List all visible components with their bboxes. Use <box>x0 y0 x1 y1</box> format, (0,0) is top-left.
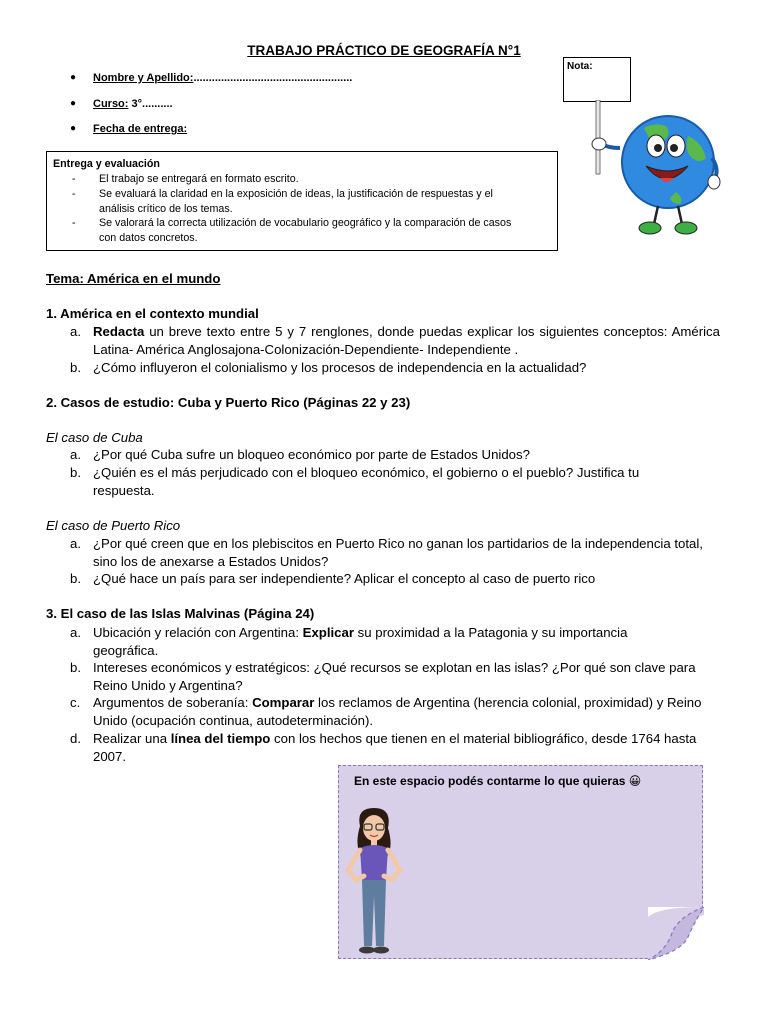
question-text: ¿Qué hace un país para ser independiente? Aplicar el concepto al caso de puerto rico <box>93 571 596 586</box>
question-marker: d. <box>70 731 81 746</box>
evaluation-box <box>46 151 558 251</box>
section-1-heading: 1. América en el contexto mundial <box>46 306 259 321</box>
page-title: TRABAJO PRÁCTICO DE GEOGRAFÍA N°1 <box>247 43 521 58</box>
keyword: Redacta <box>93 324 145 339</box>
question-text: ¿Cómo influyeron el colonialismo y los procesos de independencia en la actualidad? <box>93 360 587 375</box>
question-marker: a. <box>70 447 81 462</box>
question-marker: b. <box>70 465 81 480</box>
bullet-icon: ● <box>70 98 77 109</box>
page-curl-icon <box>648 907 704 960</box>
case-title-cuba: El caso de Cuba <box>46 430 143 445</box>
evaluation-item-text: Se valorará la correcta utilización de vocabulario geográfico y la comparación de casos con datos concretos. <box>99 217 512 244</box>
grade-label: Nota: <box>567 61 593 72</box>
question-text: Ubicación y relación con Argentina: Explicar su proximidad a la Patagonia y su importancia geográfica. <box>93 625 628 658</box>
question-marker: b. <box>70 571 81 586</box>
question-text: ¿Quién es el más perjudicado con el bloqueo económico, el gobierno o el pueblo? Justifica tu respuesta. <box>93 465 640 498</box>
field-value: .................................................... <box>193 72 353 84</box>
dash-marker: - <box>72 173 76 185</box>
bullet-icon: ● <box>70 72 77 83</box>
question-marker: c. <box>70 695 81 710</box>
teacher-character-illustration <box>342 804 406 956</box>
keyword: Explicar <box>302 625 354 640</box>
field-value: 3°.......... <box>128 98 173 110</box>
keyword: Comparar <box>252 695 315 710</box>
evaluation-item-text: El trabajo se entregará en formato escrito. <box>99 173 299 185</box>
question-marker: b. <box>70 360 81 375</box>
bullet-icon: ● <box>70 123 77 134</box>
question-marker: a. <box>70 625 81 640</box>
dash-marker: - <box>72 188 76 200</box>
dash-marker: - <box>72 217 76 229</box>
field-label: Curso: <box>93 98 129 110</box>
question-text: ¿Por qué Cuba sufre un bloqueo económico por parte de Estados Unidos? <box>93 447 530 462</box>
question-marker: a. <box>70 324 81 339</box>
section-3-heading: 3. El caso de las Islas Malvinas (Página 24) <box>46 606 315 621</box>
question-text: Argumentos de soberanía: Comparar los reclamos de Argentina (herencia colonial, proximidad) y Reino Unido (ocupación continua, autodeterminación). <box>93 695 702 728</box>
question-marker: a. <box>70 536 81 551</box>
evaluation-item-text: Se evaluará la claridad en la exposición de ideas, la justificación de respuestas y el análisis crítico de los temas. <box>99 188 493 215</box>
grade-box <box>563 57 631 102</box>
question-text: ¿Por qué creen que en los plebiscitos en Puerto Rico no ganan los partidarios de la independencia total, sino los de anexarse a Estados Unidos? <box>93 536 703 569</box>
field-label: Nombre y Apellido: <box>93 72 194 84</box>
question-marker: b. <box>70 660 81 675</box>
keyword: línea del tiempo <box>170 731 271 746</box>
topic-heading: Tema: América en el mundo <box>46 271 221 286</box>
question-text: Intereses económicos y estratégicos: ¿Qué recursos se explotan en las islas? ¿Por qué son clave para Reino Unido y Argentina? <box>93 660 696 693</box>
question-text: Realizar una línea del tiempo con los hechos que tienen en el material bibliográfico, desde 1764 hasta 2007. <box>93 731 697 764</box>
question-body: un breve texto entre 5 y 7 renglones, donde puedas explicar los siguientes conceptos: América Latina- América Anglosajona-Colonización-Dependiente- Independiente . <box>93 324 720 357</box>
globe-mascot-illustration <box>584 100 724 240</box>
evaluation-heading: Entrega y evaluación <box>53 158 160 170</box>
note-card-title: En este espacio podés contarme lo que quieras 😀 <box>354 774 642 788</box>
field-label: Fecha de entrega: <box>93 123 188 135</box>
case-title-puerto-rico: El caso de Puerto Rico <box>46 518 181 533</box>
section-2-heading: 2. Casos de estudio: Cuba y Puerto Rico (Páginas 22 y 23) <box>46 395 411 410</box>
question-text <box>93 323 720 358</box>
